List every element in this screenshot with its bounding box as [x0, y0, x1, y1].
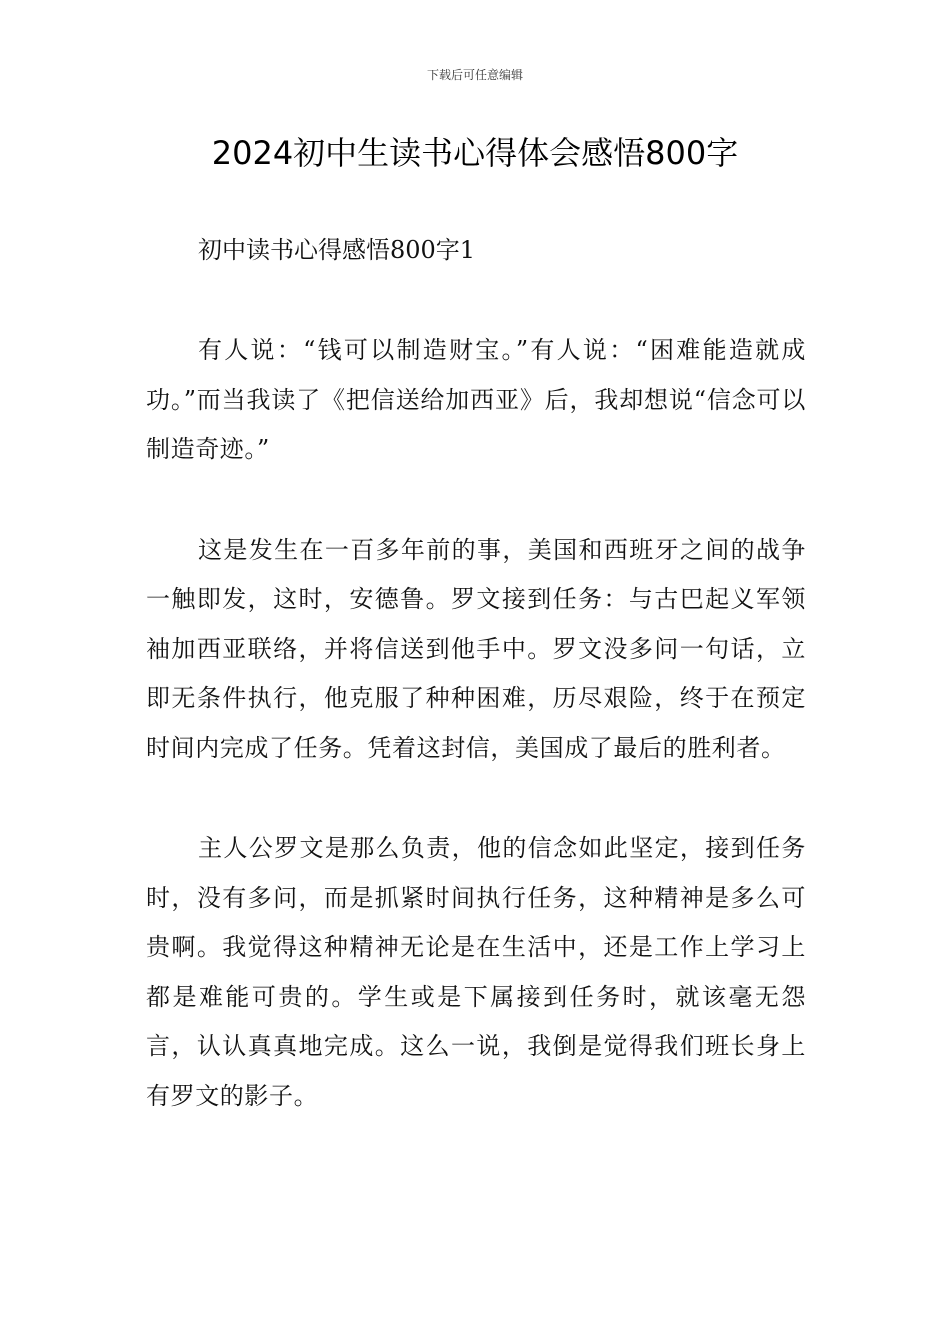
- document-title: 2024初中生读书心得体会感悟800字: [211, 134, 739, 172]
- document-body: [146, 226, 806, 1172]
- paragraph-3: 主人公罗文是那么负责，他的信念如此坚定，接到任务时，没有多问，而是抓紧时间执行任务，这种精神是多么可贵啊。我觉得这种精神无论是在生活中，还是工作上学习上都是难能可贵的。学生或是下属接到任务时，就该毫无怨言，认认真真地完成。这么一说，我倒是觉得我们班长身上有罗文的影子。: [146, 834, 806, 1110]
- paragraph-1: 有人说：“钱可以制造财宝。”有人说：“困难能造就成功。”而当我读了《把信送给加西亚》后，我却想说“信念可以制造奇迹。”: [146, 336, 806, 463]
- header-note: 下载后可任意编辑: [426, 68, 523, 82]
- section-subheading: 初中读书心得感悟800字1: [198, 236, 476, 264]
- paragraph-2: 这是发生在一百多年前的事，美国和西班牙之间的战争一触即发，这时，安德鲁。罗文接到任务：与古巴起义军领袖加西亚联络，并将信送到他手中。罗文没多问一句话，立即无条件执行，他克服了种种困难，历尽艰险，终于在预定时间内完成了任务。凭着这封信，美国成了最后的胜利者。: [146, 535, 806, 762]
